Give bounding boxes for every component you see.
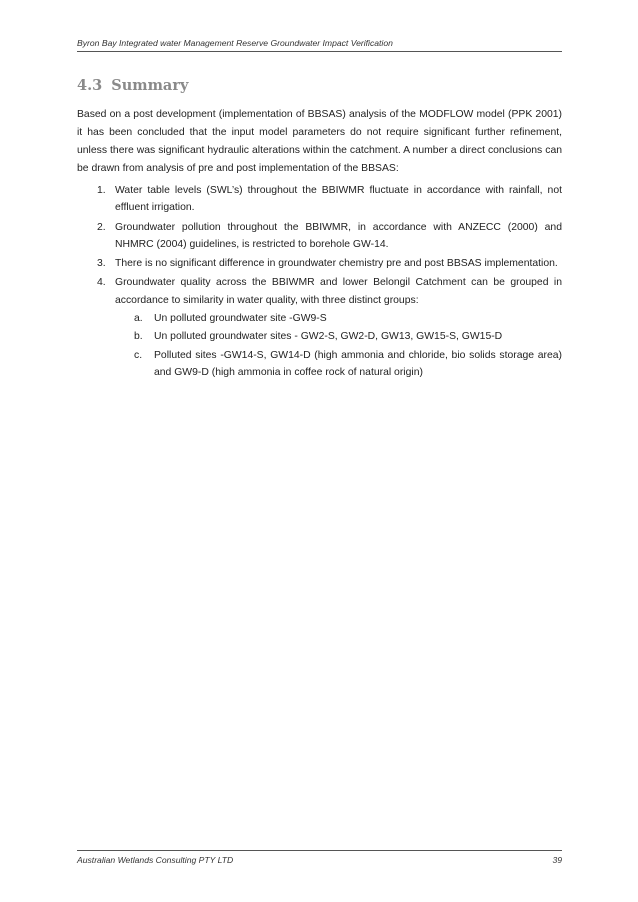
subitem-marker: b. <box>134 331 143 343</box>
subitem <box>115 328 562 345</box>
subitem <box>115 310 562 327</box>
intro-paragraph: Based on a post development (implementation of BBSAS) analysis of the MODFLOW model (PPK 2001) it has been concluded that the input model parameters do not require significant further refinement, unless there was significant hydraulic alterations within the catchment. A number a direct conclusions can be drawn from analysis of pre and post implementation of the BBSAS: <box>77 109 562 174</box>
footer-organization: Australian Wetlands Consulting PTY LTD <box>77 855 234 865</box>
finding-item <box>77 274 562 381</box>
subitem-marker: a. <box>134 313 143 325</box>
list-marker: 1. <box>97 185 106 196</box>
page-footer <box>77 850 562 865</box>
section-heading <box>77 77 188 94</box>
subitem <box>115 347 562 382</box>
finding-text: Water table levels (SWL’s) throughout the BBIWMR fluctuate in accordance with rainfall, not effluent irrigation. <box>115 185 562 214</box>
running-header: Byron Bay Integrated water Management Reserve Groundwater Impact Verification <box>77 38 562 52</box>
finding-text: There is no significant difference in groundwater chemistry pre and post BBSAS implementation. <box>115 258 558 270</box>
finding-item <box>77 255 562 272</box>
finding-text: Groundwater pollution throughout the BBIWMR, in accordance with ANZECC (2000) and NHMRC (2004) guidelines, is restricted to borehole GW-14. <box>115 221 562 250</box>
section-number: 4.3 <box>77 77 103 94</box>
finding-item <box>77 182 562 217</box>
list-marker: 2. <box>97 221 106 233</box>
subitem-list <box>115 310 562 381</box>
findings-list <box>77 182 562 383</box>
page-number: 39 <box>552 855 562 865</box>
list-marker: 3. <box>97 258 106 270</box>
list-marker: 4. <box>97 277 106 289</box>
subitem-text: Un polluted groundwater sites - GW2-S, GW2-D, GW13, GW15-S, GW15-D <box>154 331 503 343</box>
subitem-text: Un polluted groundwater site -GW9-S <box>154 313 327 325</box>
subitem-marker: c. <box>134 349 143 361</box>
subitem-text: Polluted sites -GW14-S, GW14-D (high ammonia and chloride, bio solids storage area) and GW9-D (high ammonia in coffee rock of natural origin) <box>154 349 562 378</box>
section-title: Summary <box>111 77 189 94</box>
finding-text: Groundwater quality across the BBIWMR and lower Belongil Catchment can be grouped in accordance to similarity in water quality, with three distinct groups: <box>115 277 562 306</box>
finding-item <box>77 219 562 254</box>
